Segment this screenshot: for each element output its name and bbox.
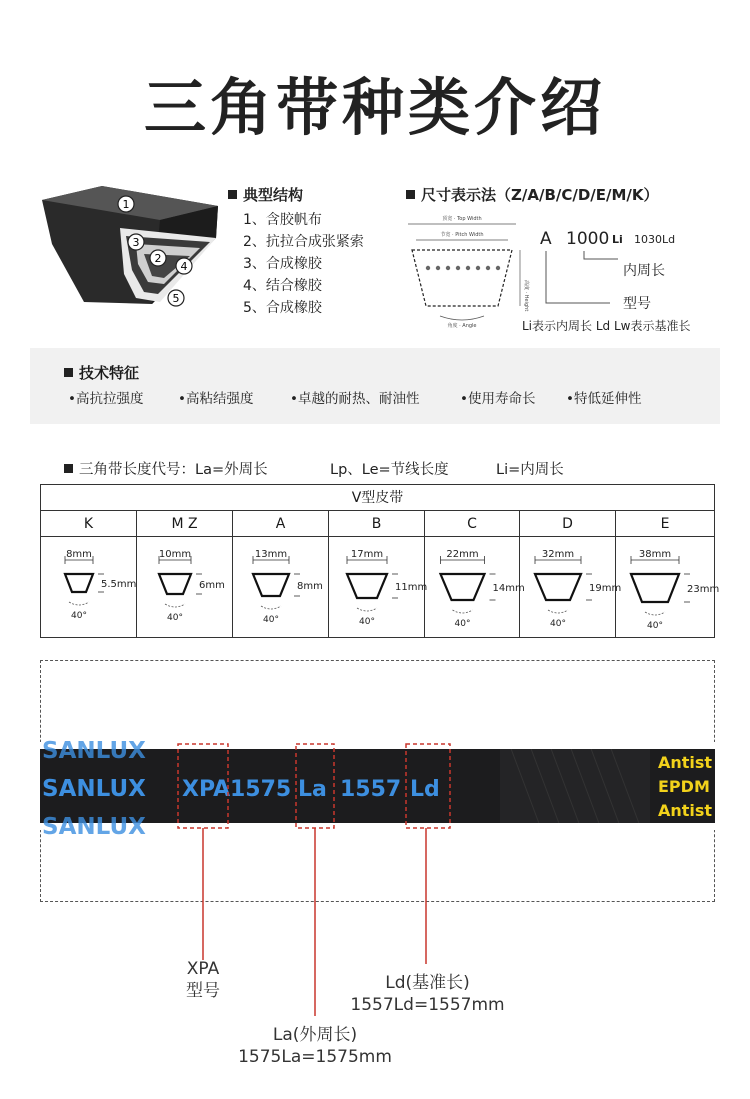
top-width-label: 17mm [350,549,384,560]
structure-item: 1、含胶帆布 [243,212,322,228]
top-width-label: 22mm [446,549,479,560]
feature-item: •使用寿命长 [460,391,536,407]
column-name: K [41,511,136,537]
structure-item: 2、抗拉合成张紧索 [243,234,364,250]
angle-label: 40° [263,615,279,625]
angle-label: 40° [454,619,471,629]
column-name: E [616,511,714,537]
belt-print-la-value: 1575 [230,777,292,802]
height-label: 23mm [687,584,720,595]
code-ld: 1030Ld [634,233,676,246]
structure-item: 5、合成橡胶 [243,300,322,316]
angle-label: 40° [550,619,566,629]
dimension-heading: 尺寸表示法（Z/A/B/C/D/E/M/K） [406,184,659,205]
label-model: 型号 [623,296,651,312]
structure-item: 3、合成橡胶 [243,256,322,272]
marker-1: 1 [122,198,130,211]
marker-2: 2 [154,252,162,265]
belt-brand: SANLUX [42,776,146,802]
belt-brand-partial: SANLUX [42,814,146,840]
height-label: 8mm [297,581,323,592]
belt-brand-partial: SANLUX [42,738,146,764]
dimension-note: Li表示内周长 Ld Lw表示基准长 [522,319,691,333]
height-label: 14mm [492,583,525,594]
column-name: C [425,511,519,537]
belt-right-text: EPDM [658,777,710,796]
marker-3: 3 [132,236,140,249]
length-code-li: Li=内周长 [496,462,564,478]
feature-item: •高抗拉强度 [68,391,144,407]
code-model: A [540,229,552,249]
angle-label: 40° [647,621,663,631]
marker-5: 5 [172,292,180,305]
column-name: A [233,511,328,537]
table-title: V型皮带 [41,485,714,511]
callout-la: La(外周长) 1575La=1575mm [238,1025,392,1067]
callout-ld: Ld(基准长) 1557Ld=1557mm [350,973,505,1015]
belt-right-text: Antist [658,753,713,772]
feature-item: •特低延伸性 [566,391,642,407]
height-label: 5.5mm [101,579,137,590]
top-width-label: 8mm [66,549,92,560]
structure-item: 4、结合橡胶 [243,278,322,294]
code-li-unit: Li [612,233,623,246]
angle-label: 40° [359,617,375,627]
angle-label: 40° [71,611,87,621]
svg-text:角度 · Angle: 角度 · Angle [447,323,477,329]
height-label: 11mm [395,582,428,593]
height-label: 6mm [199,580,225,591]
feature-item: •卓越的耐热、耐油性 [290,391,420,407]
top-width-label: 13mm [254,549,288,560]
callout-model: XPA 型号 [186,959,220,1001]
feature-item: •高粘结强度 [178,391,254,407]
belt-print-ld-unit: Ld [410,777,440,802]
label-inner-length: 内周长 [623,263,665,279]
top-width-label: 38mm [638,549,672,560]
svg-text:高度 · Height: 高度 · Height [523,280,529,312]
belt-print-ld-value: 1557 [340,777,402,802]
code-length: 1000 [566,229,610,249]
page-title: 三角带种类介绍 [143,71,606,144]
length-code-lp: Lp、Le=节线长度 [330,462,449,478]
belt-print-model: XPA [182,777,231,802]
belt-print-la-unit: La [298,777,327,802]
tech-heading: 技术特征 [64,362,139,383]
structure-heading: 典型结构 [228,184,303,205]
svg-text:顶宽 · Top Width: 顶宽 · Top Width [442,216,482,222]
angle-label: 40° [167,613,183,623]
column-name: M Z [137,511,232,537]
column-name: D [520,511,615,537]
length-code-heading: 三角带长度代号：La=外周长 [64,458,268,479]
svg-text:节宽 · Pitch Width: 节宽 · Pitch Width [440,232,484,238]
column-name: B [329,511,424,537]
top-width-label: 32mm [541,549,575,560]
top-width-label: 10mm [158,549,192,560]
marker-4: 4 [180,260,188,273]
height-label: 19mm [589,583,622,594]
belt-right-text: Antist [658,801,713,820]
